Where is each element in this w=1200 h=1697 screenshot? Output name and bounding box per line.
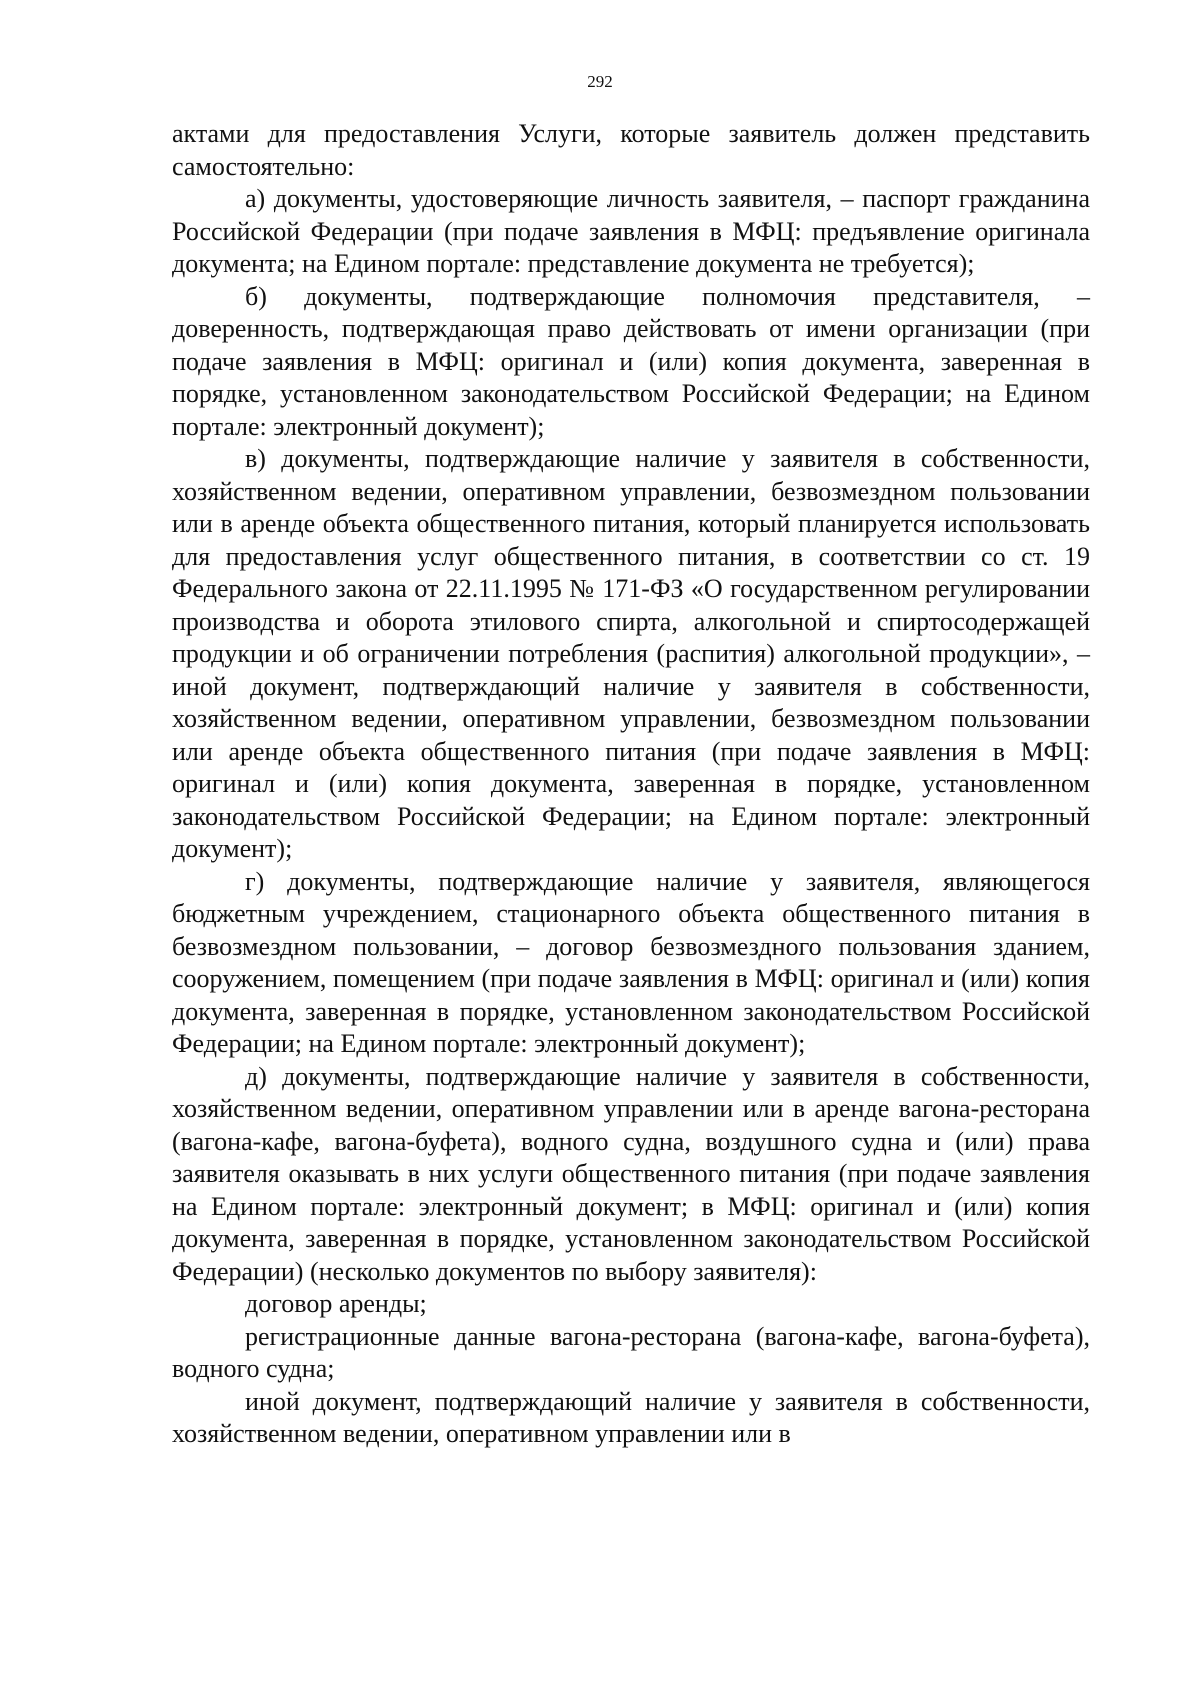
page-number: 292 [587,72,613,91]
paragraph-other-document: иной документ, подтверждающий наличие у заявителя в собственности, хозяйственном ведении, оперативном управлении или в [172,1386,1090,1448]
document-body [172,118,1090,1451]
paragraph-item-d: д) документы, подтверждающие наличие у заявителя в собственности, хозяйственном ведении, оперативном управлении или в аренде вагона-ресторана (вагона-кафе, вагона-буфета), водного судна, воздушного судна и (или) права заявителя оказывать в них услуги общественного питания (при подаче заявления на Едином портале: электронный документ; в МФЦ: оригинал и (или) копия документа, заверенная в порядке, установленном законодательством Российской Федерации) (несколько документов по выбору заявителя): [172,1061,1090,1286]
paragraph-item-b: б) документы, подтверждающие полномочия представителя, – доверенность, подтверждающая право действовать от имени организации (при подаче заявления в МФЦ: оригинал и (или) копия документа, заверенная в порядке, установленном законодательством Российской Федерации; на Едином портале: электронный документ); [172,281,1090,441]
paragraph-item-g: г) документы, подтверждающие наличие у заявителя, являющегося бюджетным учреждением, стационарного объекта общественного питания в безвозмездном пользовании, – договор безвозмездного пользования зданием, сооружением, помещением (при подаче заявления в МФЦ: оригинал и (или) копия документа, заверенная в порядке, установленном законодательством Российской Федерации; на Едином портале: электронный документ); [172,866,1090,1058]
paragraph-item-a: а) документы, удостоверяющие личность заявителя, – паспорт гражданина Российской Федерации (при подаче заявления в МФЦ: предъявление оригинала документа; на Едином портале: представление документа не требуется); [172,184,1090,278]
paragraph-item-v: в) документы, подтверждающие наличие у заявителя в собственности, хозяйственном ведении, оперативном управлении, безвозмездном пользовании или в аренде объекта общественного питания, который планируется использовать для предоставления услуг общественного питания, в соответствии со ст. 19 Федерального закона от 22.11.1995 № 171-ФЗ «О государственном регулировании производства и оборота этилового спирта, алкогольной и спиртосодержащей продукции и об ограничении потребления (распития) алкогольной продукции», – иной документ, подтверждающий наличие у заявителя в собственности, хозяйственном ведении, оперативном управлении, безвозмездном пользовании или аренде объекта общественного питания (при подаче заявления в МФЦ: оригинал и (или) копия документа, заверенная в порядке, установленном законодательством Российской Федерации; на Едином портале: электронный документ); [172,444,1090,863]
paragraph-lease-agreement: договор аренды; [245,1289,427,1318]
paragraph-registration-data: регистрационные данные вагона-ресторана (вагона-кафе, вагона-буфета), водного судна; [172,1321,1090,1383]
paragraph-intro: актами для предоставления Услуги, которые заявитель должен представить самостоятельно: [172,119,1090,181]
